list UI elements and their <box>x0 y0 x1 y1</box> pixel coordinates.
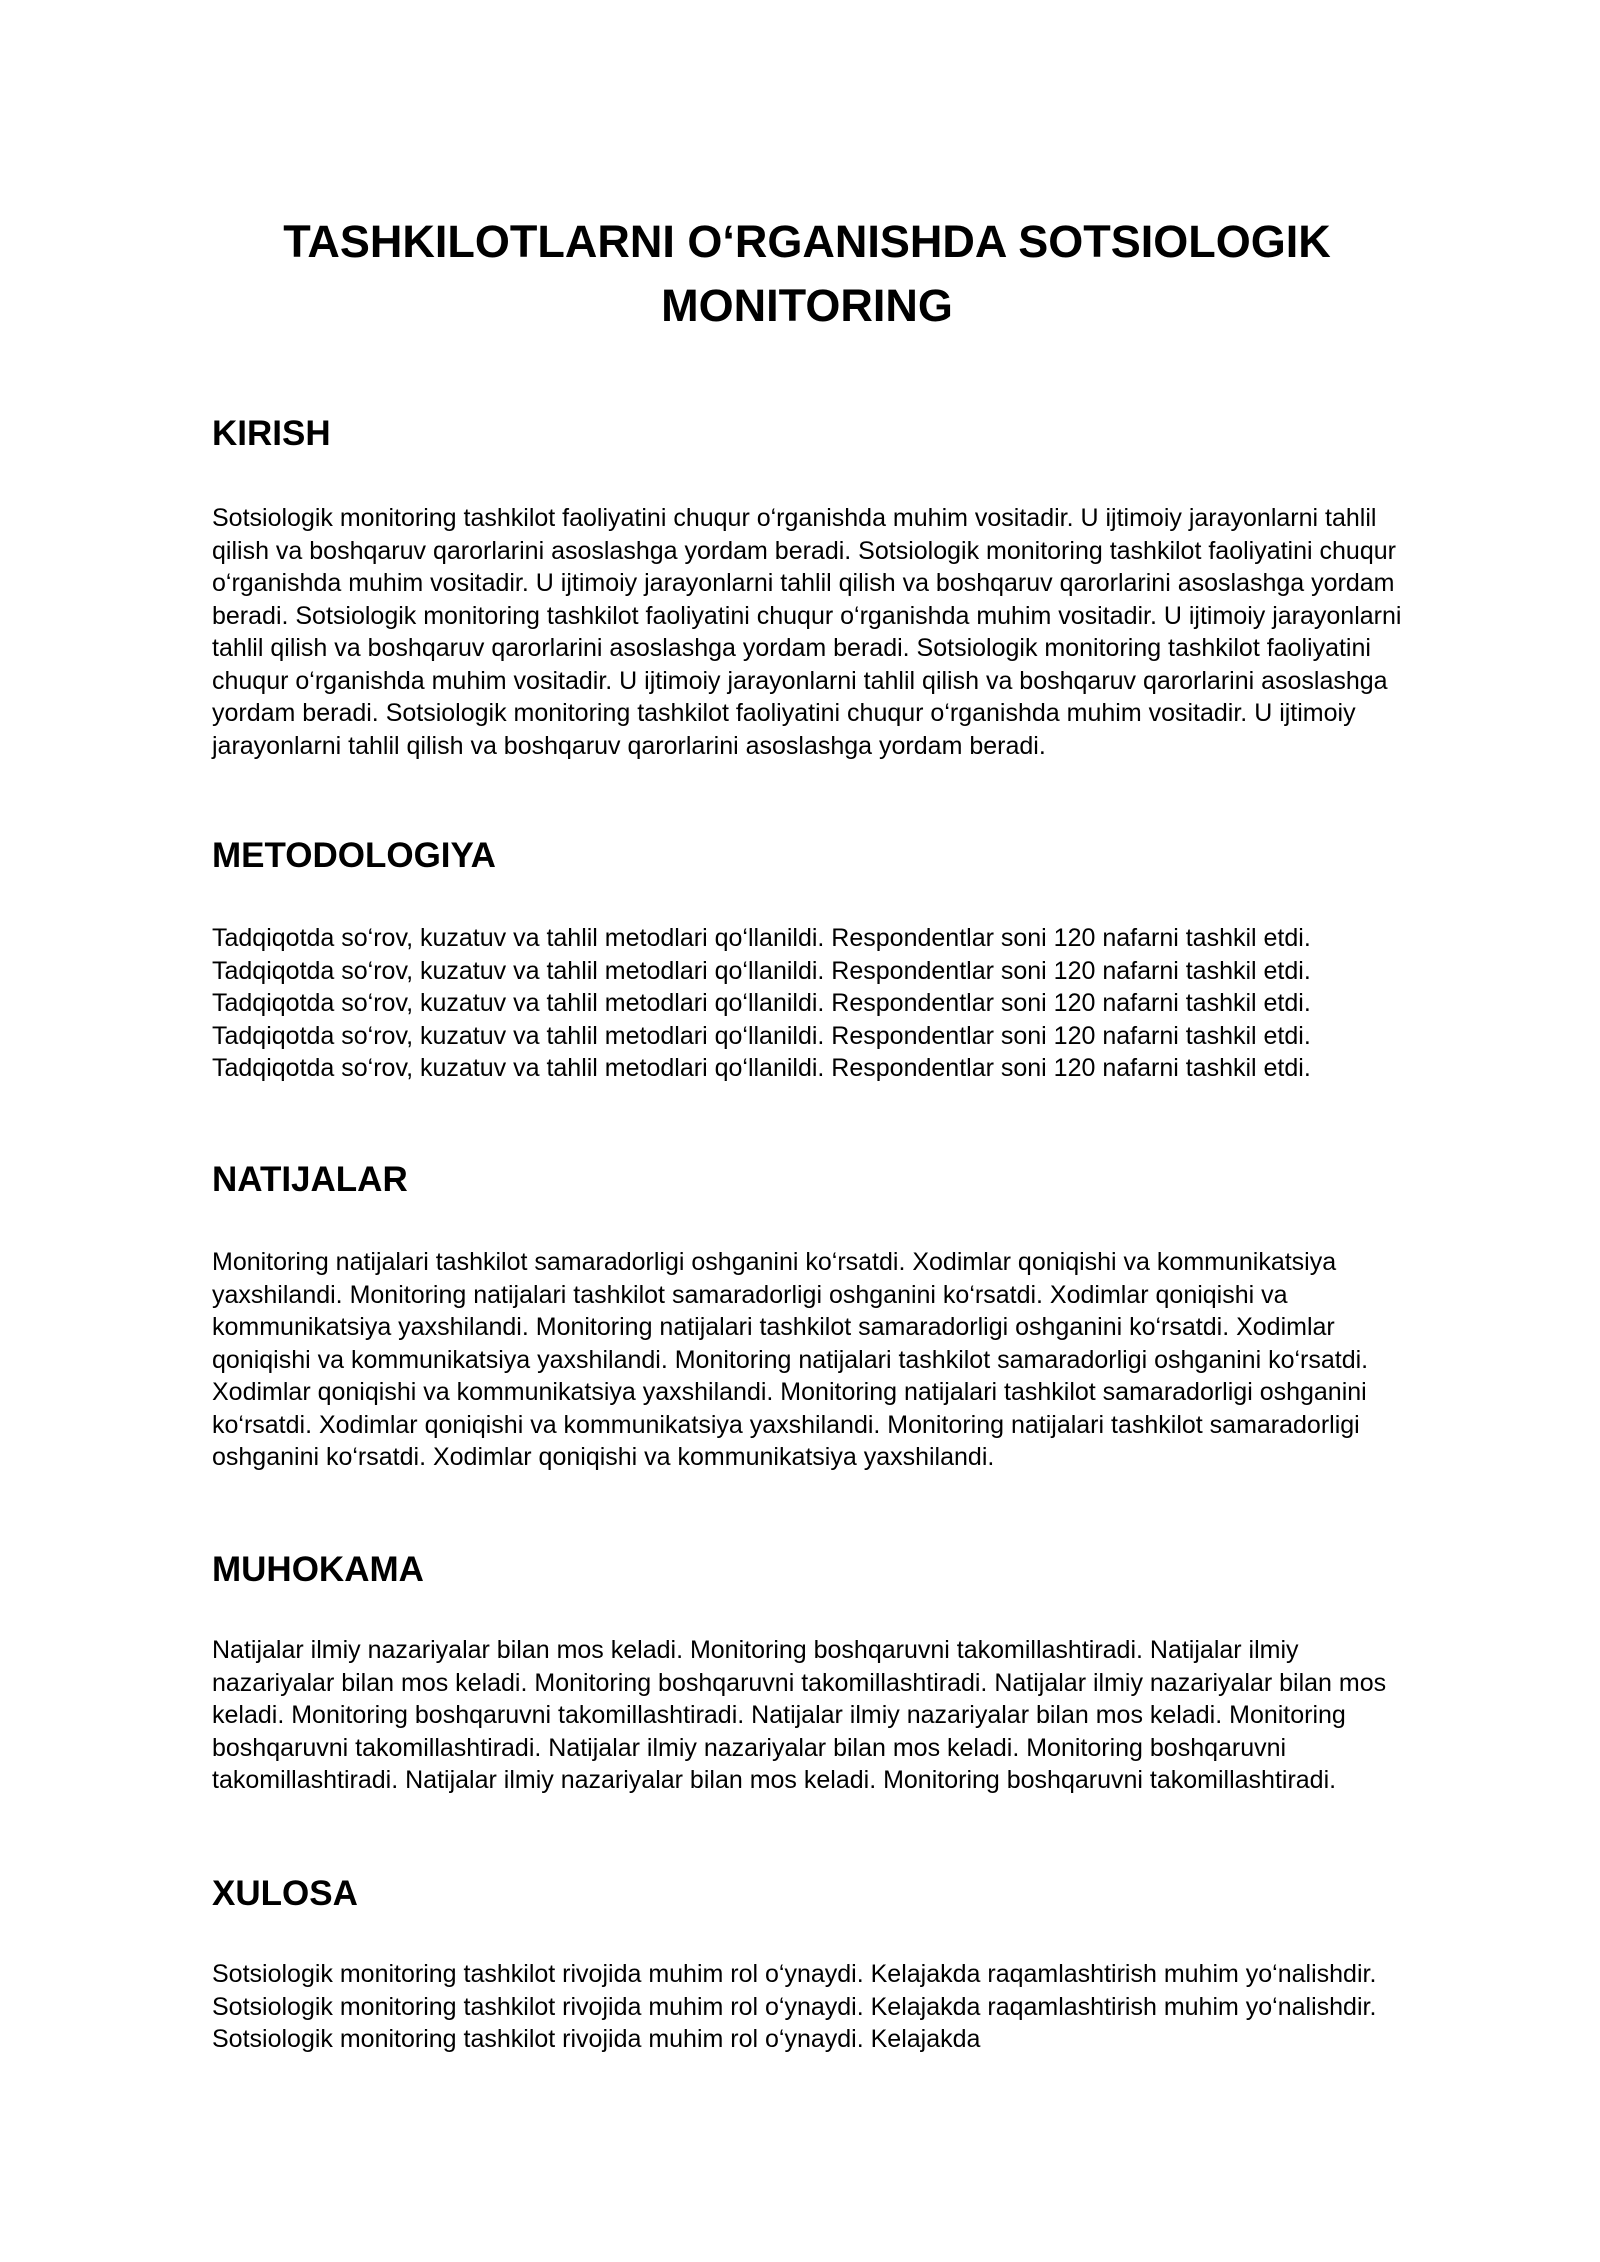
section-body: Natijalar ilmiy nazariyalar bilan mos keladi. Monitoring boshqaruvni takomillashtiradi. Natijalar ilmiy nazariyalar bilan mos keladi. Monitoring boshqaruvni takomillashtiradi. Natijalar ilmiy nazariyalar bilan mos keladi. Monitoring boshqaruvni takomillashtiradi. Natijalar ilmiy nazariyalar bilan mos keladi. Monitoring boshqaruvni takomillashtiradi. Natijalar ilmiy nazariyalar bilan mos keladi. Monitoring boshqaruvni takomillashtiradi. Natijalar ilmiy nazariyalar bilan mos keladi. Monitoring boshqaruvni takomillashtiradi. <box>212 1636 1387 1794</box>
section-body: Sotsiologik monitoring tashkilot faoliyatini chuqur o‘rganishda muhim vositadir. U ijtimoiy jarayonlarni tahlil qilish va boshqaruv qarorlarini asoslashga yordam beradi. Sotsiologik monitoring tashkilot faoliyatini chuqur o‘rganishda muhim vositadir. U ijtimoiy jarayonlarni tahlil qilish va boshqaruv qarorlarini asoslashga yordam beradi. Sotsiologik monitoring tashkilot faoliyatini chuqur o‘rganishda muhim vositadir. U ijtimoiy jarayonlarni tahlil qilish va boshqaruv qarorlarini asoslashga yordam beradi. Sotsiologik monitoring tashkilot faoliyatini chuqur o‘rganishda muhim vositadir. U ijtimoiy jarayonlarni tahlil qilish va boshqaruv qarorlarini asoslashga yordam beradi. Sotsiologik monitoring tashkilot faoliyatini chuqur o‘rganishda muhim vositadir. U ijtimoiy jarayonlarni tahlil qilish va boshqaruv qarorlarini asoslashga yordam beradi. <box>212 504 1402 760</box>
section-heading: KIRISH <box>212 414 331 453</box>
section-xulosa <box>212 1872 1402 2056</box>
section-body: Tadqiqotda so‘rov, kuzatuv va tahlil metodlari qo‘llanildi. Respondentlar soni 120 nafarni tashkil etdi. Tadqiqotda so‘rov, kuzatuv va tahlil metodlari qo‘llanildi. Respondentlar soni 120 nafarni tashkil etdi. Tadqiqotda so‘rov, kuzatuv va tahlil metodlari qo‘llanildi. Respondentlar soni 120 nafarni tashkil etdi. Tadqiqotda so‘rov, kuzatuv va tahlil metodlari qo‘llanildi. Respondentlar soni 120 nafarni tashkil etdi. Tadqiqotda so‘rov, kuzatuv va tahlil metodlari qo‘llanildi. Respondentlar soni 120 nafarni tashkil etdi. <box>212 924 1311 1082</box>
section-natijalar <box>212 1158 1402 1474</box>
section-heading: NATIJALAR <box>212 1160 408 1199</box>
section-metodologiya <box>212 834 1402 1085</box>
section-body: Sotsiologik monitoring tashkilot rivojida muhim rol o‘ynaydi. Kelajakda raqamlashtirish muhim yo‘nalishdir. Sotsiologik monitoring tashkilot rivojida muhim rol o‘ynaydi. Kelajakda raqamlashtirish muhim yo‘nalishdir. Sotsiologik monitoring tashkilot rivojida muhim rol o‘ynaydi. Kelajakda <box>212 1960 1377 2053</box>
section-heading: MUHOKAMA <box>212 1550 424 1589</box>
section-heading: XULOSA <box>212 1874 358 1913</box>
section-body: Monitoring natijalari tashkilot samaradorligi oshganini ko‘rsatdi. Xodimlar qoniqishi va kommunikatsiya yaxshilandi. Monitoring natijalari tashkilot samaradorligi oshganini ko‘rsatdi. Xodimlar qoniqishi va kommunikatsiya yaxshilandi. Monitoring natijalari tashkilot samaradorligi oshganini ko‘rsatdi. Xodimlar qoniqishi va kommunikatsiya yaxshilandi. Monitoring natijalari tashkilot samaradorligi oshganini ko‘rsatdi. Xodimlar qoniqishi va kommunikatsiya yaxshilandi. Monitoring natijalari tashkilot samaradorligi oshganini ko‘rsatdi. Xodimlar qoniqishi va kommunikatsiya yaxshilandi. Monitoring natijalari tashkilot samaradorligi oshganini ko‘rsatdi. Xodimlar qoniqishi va kommunikatsiya yaxshilandi. <box>212 1248 1369 1471</box>
section-kirish <box>212 412 1402 762</box>
section-heading: METODOLOGIYA <box>212 836 496 875</box>
section-muhokama <box>212 1548 1402 1797</box>
document-title: TASHKILOTLARNI O‘RGANISHDA SOTSIOLOGIK MONITORING <box>283 216 1331 331</box>
